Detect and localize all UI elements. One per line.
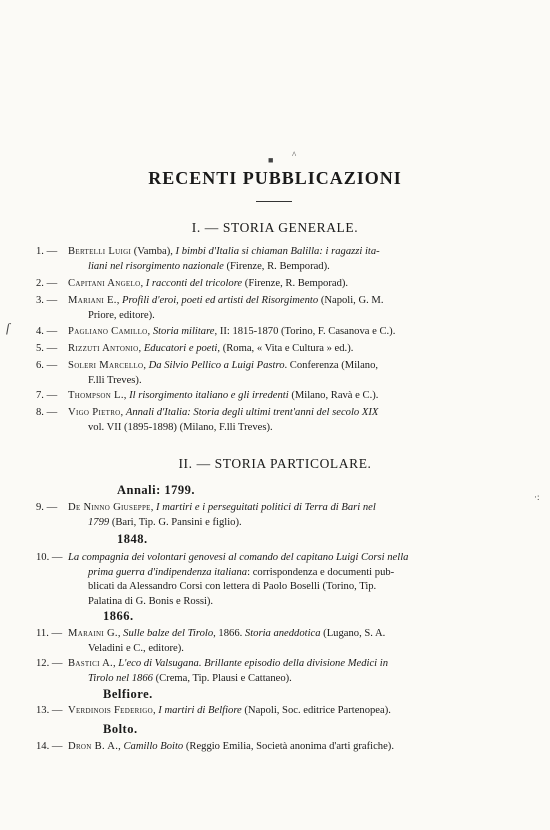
section-heading-particular: II. — STORIA PARTICOLARE. [178, 456, 372, 471]
year-heading: Annali: 1799. [117, 483, 196, 497]
list-item: 9. — De Ninno Giuseppe, I martiri e i perseguitati politici di Terra di Bari nel 1799 (Bari, Tip. G. Pansini e figlio). [36, 502, 376, 528]
list-item: 4. — Pagliano Camillo, Storia militare, II: 1815-1870 (Torino, F. Casanova e C.). [36, 326, 396, 337]
list-item: 1. — Bertelli Luigi (Vamba), I bimbi d'Italia si chiaman Balilla: i ragazzi ita- liani nel risorgimento nazionale (Firenze, R. Bemporad). [36, 246, 380, 272]
list-item: 7. — Thompson L., Il risorgimento italiano e gli irredenti (Milano, Ravà e C.). [36, 390, 379, 401]
year-heading: 1848. [117, 532, 148, 546]
list-item: 11. — Maraini G., Sulle balze del Tirolo, 1866. Storia aneddotica (Lugano, S. A. Veladini e C., editore). [36, 628, 386, 654]
list-item: 3. — Mariani E., Profili d'eroi, poeti ed artisti del Risorgimento (Napoli, G. M. Priore, editore). [36, 295, 384, 321]
page-title: RECENTI PUBBLICAZIONI [148, 168, 402, 188]
list-item: 2. — Capitani Angelo, I racconti del tricolore (Firenze, R. Bemporad). [36, 278, 349, 289]
list-item: 5. — Rizzuti Antonio, Educatori e poeti, (Roma, « Vita e Cultura » ed.). [36, 343, 354, 354]
year-heading: Belfiore. [103, 687, 153, 701]
list-item: 13. — Verdinois Federigo, I martiri di Belfiore (Napoli, Soc. editrice Partenopea). [36, 705, 391, 716]
list-item: 8. — Vigo Pietro, Annali d'Italia: Storia degli ultimi trent'anni del secolo XIX vol. VII (1895-1898) (Milano, F.lli Treves). [36, 407, 379, 433]
year-heading: 1866. [103, 609, 134, 623]
margin-mark: ·: [534, 492, 540, 502]
year-heading: Bolto. [103, 722, 138, 736]
list-item: 10. — La compagnia dei volontari genovesi al comando del capitano Luigi Corsi nella prima guerra d'indipendenza italiana: corrispondenza e documenti pub- blicati da Alessandro Corsi con lettera di Paolo Boselli (Torino, Tip. Palatina di G. Bonis e Rossi). [36, 552, 409, 607]
ink-mark: ^ [292, 150, 297, 160]
list-item: 14. — Dron B. A., Camillo Boito (Reggio Emilia, Società anonima d'arti grafiche). [36, 741, 394, 752]
list-item: 6. — Soleri Marcello, Da Silvio Pellico a Luigi Pastro. Conferenza (Milano, F.lli Treves). [36, 360, 379, 386]
list-item: 12. — Bastici A., L'eco di Valsugana. Brillante episodio della divisione Medici in Tirolo nel 1866 (Crema, Tip. Plausi e Cattaneo). [36, 658, 389, 684]
title-divider [256, 201, 292, 202]
margin-mark: ſ [6, 320, 10, 335]
ink-mark: ■ [268, 155, 274, 165]
section-heading-general: I. — STORIA GENERALE. [191, 220, 359, 235]
